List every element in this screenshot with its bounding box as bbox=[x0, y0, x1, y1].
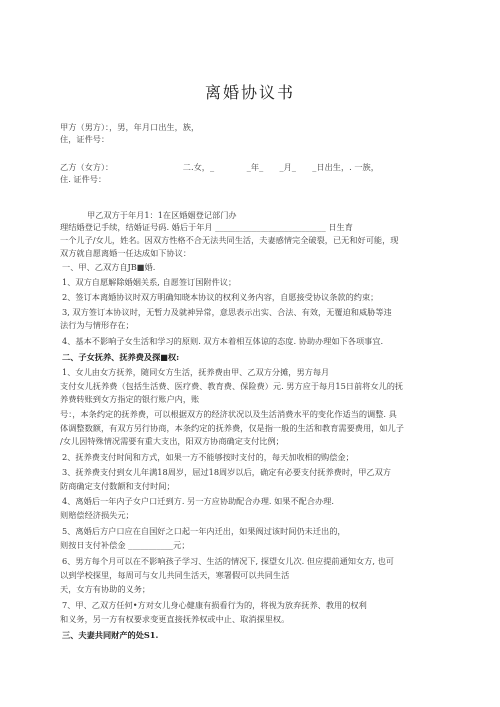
clause-line: 1、女儿由女方抚养，随同女方生活，抚养费由甲、乙双方分摊，男方每月 bbox=[62, 367, 330, 377]
section-heading: 三、夫妻共同财产的处S1. bbox=[62, 630, 159, 640]
clause-line: 防商确定支付数额和支付时间； bbox=[60, 481, 175, 491]
clause-line: 7、甲、乙双方任何•方对女儿身心健康有损看行为的，将视为放弃抚养、教用的权利 bbox=[62, 600, 367, 610]
clause-line: 和义务，另一方有权要求变更直接抚养权或中止、取消探里权。 bbox=[60, 614, 290, 624]
intro-line: 双方就自愿离婚一任达成如下协议： bbox=[60, 248, 192, 258]
section-heading: 一、甲、乙双方自JB■婚. bbox=[62, 262, 156, 272]
intro-line: 甲乙双方于年月1：1在区婚姻登记部门办 bbox=[87, 210, 237, 220]
section-heading: 二、子女抚养、抚养费及探■权: bbox=[62, 352, 180, 362]
clause-line: 5、离婚后方户口应在自国好之口起一年内迁出，如果阀过该时间仍未迁出的， bbox=[62, 526, 346, 536]
clause-line: 4、基本不影响子女生活和学习的原则. 双方本着相互体谅的态度. 协助办理如下各项事宜. bbox=[62, 336, 384, 346]
party-b-line: 乙方（女方）： 二.女，_ _年_ _月_ _日出生，. 一族， bbox=[60, 162, 379, 172]
clause-line: 4、离婚后一年内子女户口迁到方. 另一方应协助配合办理. 如果不配合办理. bbox=[62, 496, 335, 506]
clause-line: 1、双方自愿解除婚姻关系, 自愿签订国附件议； bbox=[62, 277, 237, 287]
clause-line: 则按日支付补偿金 ___________元； bbox=[60, 540, 190, 550]
clause-line: /女儿因特殊情况需要有重大支出，阳双方协商确定支付比例； bbox=[60, 436, 284, 446]
intro-line: 理结婚登记手续，结婚证号码. 婚后于年月 ___________________________ 日生育 bbox=[60, 222, 353, 232]
clause-line: 天，女方有协助的义务； bbox=[60, 584, 151, 594]
clause-line: 6、男方每个月可以在不影响孩子学习、生活的情况下, 探望女儿次. 但应提前通知女方, 也可 bbox=[62, 556, 394, 566]
clause-line: 养费转账到女方指定的银行账户内，账 bbox=[60, 394, 200, 404]
document-title: 离婚协议书 bbox=[204, 83, 295, 102]
clause-line: 则赔偿经济损失元； bbox=[60, 510, 134, 520]
party-a-address-line: 住，证件号： bbox=[60, 134, 110, 144]
clause-line: 3、抚养费支付到女儿年满18周岁，屈过18周岁以后，确定有必要支付抚养费时，甲乙双方 bbox=[62, 467, 391, 477]
clause-line: 以到学校探里，每周可与女儿共同生活天，寒署假可以共同生活 bbox=[60, 570, 290, 580]
clause-line: 支付女儿抚养费（包括生活费、医疗费、教育费、保险费）元. 男方应于每月15日前将女儿的抚 bbox=[60, 381, 404, 391]
clause-line: 3, 双方签订本协议时，无暂力及就神异常，意思表示出实、合法、有效，无覆迫和威胁等违 bbox=[62, 307, 392, 317]
party-b-address-line: 住. 证件号： bbox=[60, 174, 107, 184]
clause-line: 2、签订本离婚协议时双方明确知晓本协议的权利义务内容，自愿接受协议条款的约束； bbox=[62, 292, 379, 302]
party-a-line: 甲方（男方）：，男，年月口出生，族， bbox=[60, 122, 200, 132]
clause-line: 体调整数额，有双方另行协商，本条约定的抚养费，仅是指一般的生活和教育需要费用，如儿子 bbox=[60, 423, 404, 433]
clause-line: 法行为与情形存在； bbox=[60, 320, 134, 330]
clause-line: 号：，本条约定的抚养费，可以根据双方的经济状况以及生活消费水平的变化作适当的调整. 具 bbox=[60, 409, 397, 419]
intro-line: 一个儿子/女儿，姓名。因双方性格不合无法共同生活，夫妻感情完全破裂，已无和好可能，现 bbox=[60, 235, 399, 245]
clause-line: 2、抚养费支付时间和方式，如果一方不能够按时支付的，每天加收相的购偿金； bbox=[62, 452, 354, 462]
